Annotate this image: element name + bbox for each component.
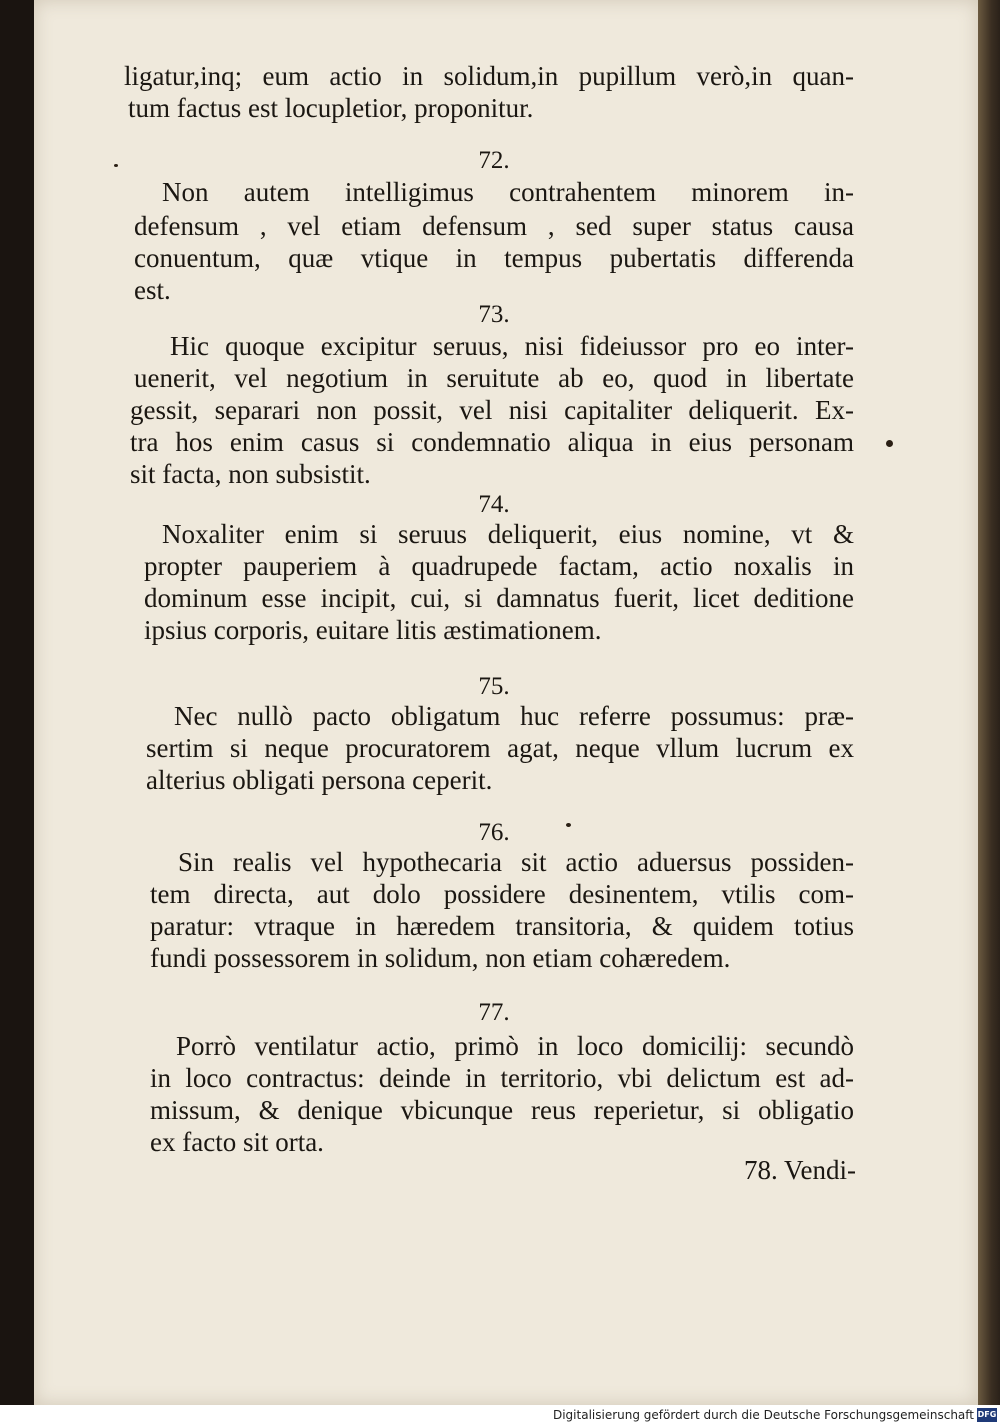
paragraph-number: 75. — [478, 673, 510, 700]
paragraph-number: 74. — [478, 491, 510, 518]
text-line: Sin realis vel hypothecaria sit actio aduersus possiden- — [178, 847, 854, 877]
text-line: uenerit, vel negotium in seruitute ab eo, quod in libertate — [134, 363, 854, 393]
footer-text: Digitalisierung gefördert durch die Deutsche Forschungsgemeinschaft — [552, 1408, 974, 1422]
text-line: ipsius corporis, euitare litis æstimationem. — [144, 615, 602, 645]
text-line: conuentum, quæ vtique in tempus pubertatis differenda — [134, 243, 854, 273]
text-line: Hic quoque excipitur seruus, nisi fideiussor pro eo inter- — [170, 331, 854, 361]
paragraph-number: 77. — [478, 999, 510, 1026]
text-line: dominum esse incipit, cui, si damnatus fuerit, licet deditione — [144, 583, 854, 613]
text-line: tra hos enim casus si condemnatio aliqua in eius personam — [130, 427, 854, 457]
text-line: paratur: vtraque in hæredem transitoria, & quidem totius — [150, 911, 854, 941]
ink-speck — [114, 164, 118, 167]
text-line: ex facto sit orta. — [150, 1127, 324, 1157]
text-line: sit facta, non subsistit. — [130, 459, 371, 489]
catchword: 78. Vendi- — [744, 1155, 856, 1185]
text-line: Noxaliter enim si seruus deliquerit, eius nomine, vt & — [162, 519, 854, 549]
text-line: fundi possessorem in solidum, non etiam cohæredem. — [150, 943, 731, 973]
text-line: propter pauperiem à quadrupede factam, actio noxalis in — [144, 551, 854, 581]
text-line: Non autem intelligimus contrahentem minorem in- — [162, 177, 854, 207]
dfg-logo: DFG — [977, 1408, 997, 1422]
text-line: sertim si neque procuratorem agat, neque vllum lucrum ex — [146, 733, 854, 763]
footer-bar — [0, 1405, 1000, 1427]
paragraph-number: 72. — [478, 147, 510, 174]
paragraph-number: 73. — [478, 301, 510, 328]
text-line: defensum , vel etiam defensum , sed super status causa — [134, 211, 854, 241]
text-line: ligatur,inq; eum actio in solidum,in pupillum verò,in quan- — [124, 61, 854, 91]
text-line: tem directa, aut dolo possidere desinentem, vtilis com- — [150, 879, 854, 909]
text-line: tum factus est locupletior, proponitur. — [128, 93, 534, 123]
paragraph-number: 76. — [478, 819, 510, 846]
text-line: gessit, separari non possit, vel nisi capitaliter deliquerit. Ex- — [130, 395, 854, 425]
ink-speck — [566, 823, 571, 827]
ink-speck — [886, 440, 893, 447]
book-page — [34, 0, 978, 1405]
page-edge — [978, 0, 1000, 1405]
text-line: Nec nullò pacto obligatum huc referre possumus: præ- — [174, 701, 854, 731]
text-line: Porrò ventilatur actio, primò in loco domicilij: secundò — [176, 1031, 854, 1061]
text-line: in loco contractus: deinde in territorio, vbi delictum est ad- — [150, 1063, 854, 1093]
text-line: missum, & denique vbicunque reus reperietur, si obligatio — [150, 1095, 854, 1125]
text-line: alterius obligati persona ceperit. — [146, 765, 493, 795]
text-line: est. — [134, 275, 171, 305]
